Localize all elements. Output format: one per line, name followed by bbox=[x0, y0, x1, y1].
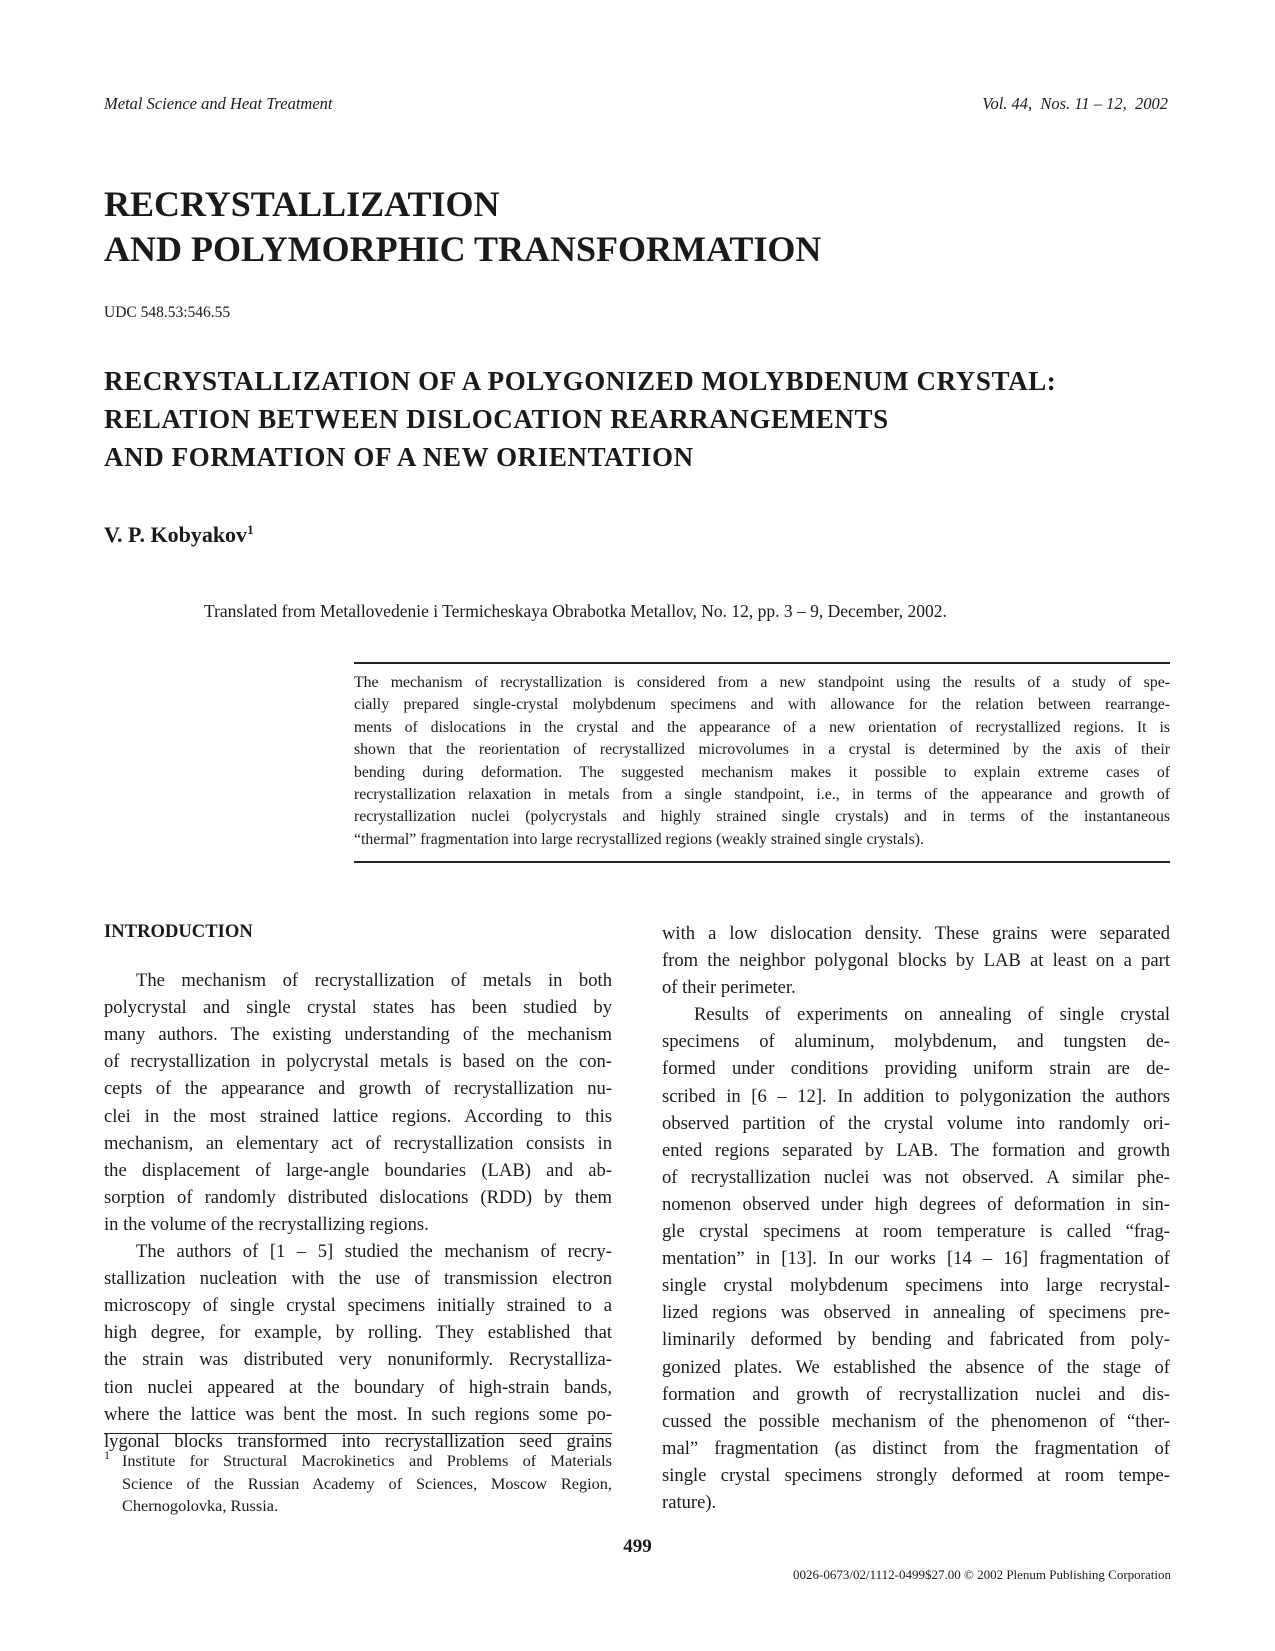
body-line: high degree, for example, by rolling. They established that bbox=[104, 1322, 612, 1344]
copyright-line: 0026-0673/02/1112-0499$27.00 © 2002 Plenum Publishing Corporation bbox=[793, 1567, 1171, 1582]
body-line: sorption of randomly distributed dislocations (RDD) by them bbox=[104, 1186, 612, 1208]
body-line: polycrystal and single crystal states has been studied by bbox=[104, 997, 612, 1019]
body-line: clei in the most strained lattice regions. According to this bbox=[104, 1105, 612, 1127]
body-line: with a low dislocation density. These grains were separated bbox=[662, 923, 1170, 944]
body-line: mechanism, an elementary act of recrystallization consists in bbox=[104, 1132, 612, 1154]
running-head bbox=[104, 94, 1168, 118]
body-line: mentation” in [13]. In our works [14 – 16] fragmentation of bbox=[662, 1248, 1170, 1270]
body-line: cepts of the appearance and growth of recrystallization nu- bbox=[104, 1078, 612, 1100]
section-title-line: RECRYSTALLIZATION bbox=[104, 184, 500, 224]
author bbox=[104, 522, 254, 548]
body-line: where the lattice was bent the most. In such regions some po- bbox=[104, 1403, 612, 1425]
body-line: single crystal molybdenum specimens into large recrystal- bbox=[662, 1275, 1170, 1297]
abstract-line: recrystallization nuclei (polycrystals and highly strained single crystals) and in terms of the instantaneous bbox=[354, 808, 1170, 826]
body-line: of their perimeter. bbox=[662, 977, 796, 999]
body-line: many authors. The existing understanding of the mechanism bbox=[104, 1024, 612, 1046]
abstract-line: bending during deformation. The suggested mechanism makes it possible to explain extreme cases of bbox=[354, 763, 1170, 781]
author-footnote-mark: 1 bbox=[247, 522, 254, 537]
body-line: Results of experiments on annealing of single crystal bbox=[694, 1004, 1170, 1026]
abstract-line: cially prepared single-crystal molybdenum specimens and with allowance for the relation between rearrange- bbox=[354, 696, 1170, 714]
body-line: formation and growth of recrystallization nuclei and dis- bbox=[662, 1383, 1170, 1405]
left-column bbox=[104, 918, 612, 1455]
article-title bbox=[104, 362, 1174, 476]
footnote-line: Science of the Russian Academy of Sciences, Moscow Region, bbox=[122, 1473, 612, 1493]
footnote bbox=[104, 1450, 612, 1518]
body-line: of recrystallization nuclei was not observed. A similar phe- bbox=[662, 1166, 1170, 1188]
body-line: the strain was distributed very nonuniformly. Recrystalliza- bbox=[104, 1349, 612, 1371]
footnote-line: Chernogolovka, Russia. bbox=[122, 1496, 279, 1515]
body-line: The authors of [1 – 5] studied the mechanism of recry- bbox=[136, 1241, 612, 1263]
body-line: lygonal blocks transformed into recrystallization seed grains bbox=[104, 1430, 612, 1452]
abstract-line: shown that the reorientation of recrystallized microvolumes in a crystal is determined by the axis of their bbox=[354, 741, 1170, 759]
translation-note: Translated from Metallovedenie i Termicheskaya Obrabotka Metallov, No. 12, pp. 3 – 9, December, 2002. bbox=[204, 601, 947, 621]
body-line: microscopy of single crystal specimens initially strained to a bbox=[104, 1295, 612, 1317]
body-line: gonized plates. We established the absence of the stage of bbox=[662, 1356, 1170, 1378]
body-line: the displacement of large-angle boundaries (LAB) and ab- bbox=[104, 1159, 612, 1181]
body-line: ented regions separated by LAB. The formation and growth bbox=[662, 1139, 1170, 1161]
article-title-line: RECRYSTALLIZATION OF A POLYGONIZED MOLYBDENUM CRYSTAL: bbox=[104, 366, 1057, 396]
body-line: tion nuclei appeared at the boundary of high-strain bands, bbox=[104, 1376, 612, 1398]
right-column bbox=[662, 920, 1170, 1516]
abstract-line: The mechanism of recrystallization is considered from a new standpoint using the results of a study of spe- bbox=[354, 674, 1170, 691]
udc-code: UDC 548.53:546.55 bbox=[104, 304, 231, 321]
body-line: in the volume of the recrystallizing regions. bbox=[104, 1213, 429, 1235]
journal-name: Metal Science and Heat Treatment bbox=[104, 94, 333, 113]
body-line: liminarily deformed by bending and fabricated from poly- bbox=[662, 1329, 1170, 1351]
body-line: rature). bbox=[662, 1491, 717, 1513]
body-line: stallization nucleation with the use of transmission electron bbox=[104, 1268, 612, 1290]
body-line: of recrystallization in polycrystal metals is based on the con- bbox=[104, 1051, 612, 1073]
article-title-line: AND FORMATION OF A NEW ORIENTATION bbox=[104, 442, 694, 472]
body-line: formed under conditions providing uniform strain are de- bbox=[662, 1058, 1170, 1080]
abstract bbox=[354, 662, 1170, 863]
footnote-mark: 1 bbox=[104, 1448, 110, 1462]
body-line: observed partition of the crystal volume into randomly ori- bbox=[662, 1112, 1170, 1134]
body-line: scribed in [6 – 12]. In addition to polygonization the authors bbox=[662, 1085, 1170, 1107]
abstract-line: ments of dislocations in the crystal and the appearance of a new orientation of recrystallized regions. It is bbox=[354, 718, 1170, 736]
footnote-divider bbox=[104, 1433, 612, 1434]
body-line: gle crystal specimens at room temperature is called “frag- bbox=[662, 1221, 1170, 1243]
author-name: V. P. Kobyakov bbox=[104, 522, 248, 547]
section-title bbox=[104, 182, 1104, 272]
footnote-text bbox=[104, 1450, 612, 1518]
section-title-line: AND POLYMORPHIC TRANSFORMATION bbox=[104, 229, 822, 269]
body-line: specimens of aluminum, molybdenum, and tungsten de- bbox=[662, 1031, 1170, 1053]
page-number: 499 bbox=[623, 1536, 652, 1557]
body-line: mal” fragmentation (as distinct from the fragmentation of bbox=[662, 1437, 1170, 1459]
body-line: single crystal specimens strongly deformed at room tempe- bbox=[662, 1464, 1170, 1486]
section-heading-introduction: INTRODUCTION bbox=[104, 921, 253, 942]
body-line: lized regions was observed in annealing of specimens pre- bbox=[662, 1302, 1170, 1324]
body-line: from the neighbor polygonal blocks by LAB at least on a part bbox=[662, 950, 1170, 972]
footnote-line: Institute for Structural Macrokinetics and Problems of Materials bbox=[122, 1451, 612, 1470]
body-line: nomenon observed under high degrees of deformation in sin- bbox=[662, 1193, 1170, 1215]
body-line: The mechanism of recrystallization of metals in both bbox=[136, 970, 612, 992]
volume-info: Vol. 44, Nos. 11 – 12, 2002 bbox=[982, 94, 1168, 113]
abstract-line: “thermal” fragmentation into large recrystallized regions (weakly strained single crystals). bbox=[354, 830, 924, 848]
body-line: cussed the possible mechanism of the phenomenon of “ther- bbox=[662, 1410, 1170, 1432]
article-title-line: RELATION BETWEEN DISLOCATION REARRANGEMENTS bbox=[104, 404, 889, 434]
abstract-line: recrystallization relaxation in metals from a single standpoint, i.e., in terms of the appearance and growth of bbox=[354, 785, 1170, 803]
